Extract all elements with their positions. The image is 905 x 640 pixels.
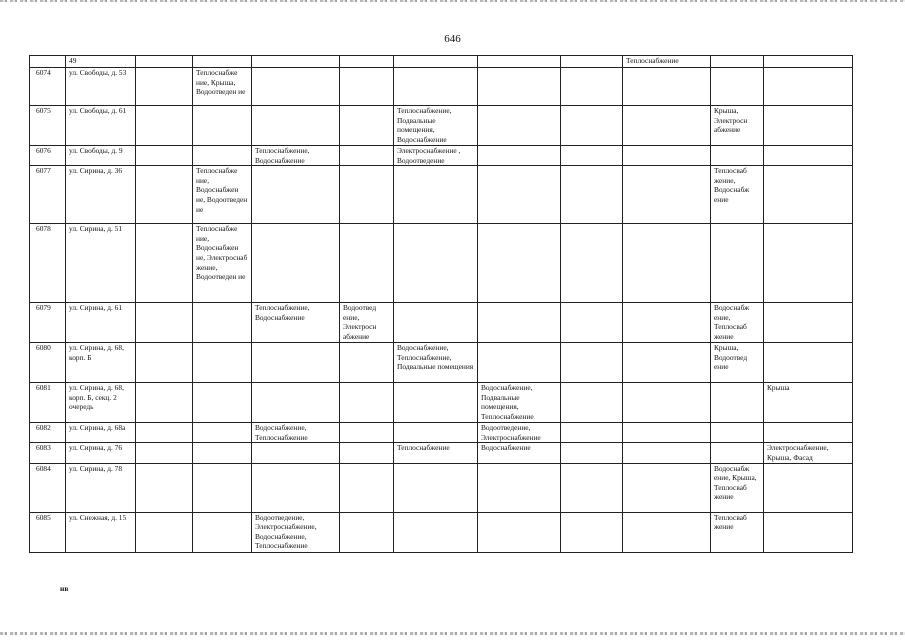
works-cell	[193, 343, 252, 383]
table-row	[30, 423, 853, 443]
works-cell	[136, 443, 193, 463]
works-cell	[561, 56, 623, 68]
works-cell	[764, 343, 853, 383]
scan-edge-bottom	[0, 632, 905, 635]
works-cell	[340, 146, 394, 166]
works-cell: Теплоснабже ние, Водоснабжен ие, Водоотведен ие	[193, 166, 252, 224]
address-cell: ул. Сирина, д. 61	[66, 303, 136, 343]
works-cell: Водоснабж ение, Теплосваб жение	[711, 303, 764, 343]
works-cell	[136, 303, 193, 343]
works-cell	[340, 106, 394, 146]
works-cell	[764, 146, 853, 166]
works-cell	[340, 512, 394, 552]
works-cell	[623, 343, 711, 383]
works-cell	[394, 224, 478, 303]
address-cell: ул. Снежная, д. 15	[66, 512, 136, 552]
works-cell	[340, 166, 394, 224]
table-row	[30, 443, 853, 463]
works-cell	[764, 106, 853, 146]
works-cell	[193, 512, 252, 552]
works-cell: Теплоснабжение	[623, 56, 711, 68]
works-cell	[136, 68, 193, 106]
address-cell: ул. Сирина, д. 68, корп. Б	[66, 343, 136, 383]
works-cell	[478, 146, 561, 166]
works-cell	[136, 146, 193, 166]
works-cell	[478, 303, 561, 343]
works-cell	[623, 512, 711, 552]
works-cell	[193, 303, 252, 343]
works-cell	[764, 224, 853, 303]
repair-schedule-table	[29, 55, 853, 553]
works-cell	[193, 106, 252, 146]
works-cell	[561, 423, 623, 443]
works-cell	[394, 423, 478, 443]
table-row	[30, 512, 853, 552]
works-cell	[478, 56, 561, 68]
works-cell: Крыша, Водоотвед ение	[711, 343, 764, 383]
works-cell	[561, 146, 623, 166]
table-row	[30, 383, 853, 423]
works-cell	[340, 463, 394, 512]
address-cell: ул. Сирина, д. 36	[66, 166, 136, 224]
row-number-cell: 6083	[30, 443, 66, 463]
row-number-cell: 6080	[30, 343, 66, 383]
table-row	[30, 56, 853, 68]
works-cell	[764, 68, 853, 106]
works-cell	[394, 383, 478, 423]
works-cell	[764, 512, 853, 552]
row-number-cell: 6082	[30, 423, 66, 443]
works-cell	[478, 166, 561, 224]
works-cell: Теплоснабжение, Подвальные помещения, Водоснабжение	[394, 106, 478, 146]
works-cell: Теплоснабжение, Водоснабжение	[252, 303, 340, 343]
works-cell	[711, 68, 764, 106]
table-row	[30, 224, 853, 303]
works-cell	[136, 463, 193, 512]
works-cell	[478, 463, 561, 512]
works-cell: Теплоснабже ние, Водоснабжен не, Электроснаб жение, Водоотведен ие	[193, 224, 252, 303]
works-cell	[478, 106, 561, 146]
works-cell	[394, 463, 478, 512]
works-cell	[623, 146, 711, 166]
works-cell	[711, 224, 764, 303]
row-number-cell: 6085	[30, 512, 66, 552]
address-cell: ул. Свободы, д. 53	[66, 68, 136, 106]
works-cell	[136, 512, 193, 552]
address-cell: ул. Сирина, д. 51	[66, 224, 136, 303]
works-cell	[561, 343, 623, 383]
table-row	[30, 146, 853, 166]
table-row	[30, 343, 853, 383]
works-cell: Теплоснабжение	[394, 443, 478, 463]
table-row	[30, 463, 853, 512]
works-cell	[478, 512, 561, 552]
works-cell	[193, 423, 252, 443]
works-cell	[764, 166, 853, 224]
works-cell	[478, 68, 561, 106]
works-cell	[136, 106, 193, 146]
works-cell	[252, 343, 340, 383]
works-cell	[764, 423, 853, 443]
table-body	[30, 56, 853, 553]
works-cell	[623, 463, 711, 512]
works-cell	[340, 443, 394, 463]
works-cell: Водоснабжение, Подвальные помещения, Теплоснабжение	[478, 383, 561, 423]
works-cell: Водоотвед ение, Электросн абжение	[340, 303, 394, 343]
works-cell	[711, 443, 764, 463]
works-cell	[340, 224, 394, 303]
works-cell	[561, 106, 623, 146]
works-cell	[252, 463, 340, 512]
table-row	[30, 68, 853, 106]
works-cell	[193, 56, 252, 68]
address-cell: ул. Сирина, д. 78	[66, 463, 136, 512]
works-cell: Водоснабжение, Теплоснабжение, Подвальные помещения	[394, 343, 478, 383]
works-cell	[340, 56, 394, 68]
works-cell	[340, 383, 394, 423]
works-cell	[623, 383, 711, 423]
row-number-cell: 6079	[30, 303, 66, 343]
address-cell: ул. Свободы, д. 9	[66, 146, 136, 166]
works-cell	[623, 106, 711, 146]
works-cell	[711, 146, 764, 166]
works-cell	[764, 56, 853, 68]
works-cell	[711, 56, 764, 68]
works-cell	[561, 303, 623, 343]
table-row	[30, 106, 853, 146]
works-cell	[252, 166, 340, 224]
works-cell: Электроснабжение , Водоотведение	[394, 146, 478, 166]
row-number-cell: 6077	[30, 166, 66, 224]
works-cell	[252, 443, 340, 463]
works-cell	[561, 383, 623, 423]
scan-edge-top	[0, 0, 905, 2]
works-cell	[252, 383, 340, 423]
works-cell: Водоснабж ение, Крыша, Теплосваб жение	[711, 463, 764, 512]
works-cell: Крыша, Электросн абжение	[711, 106, 764, 146]
works-cell: Водоотведение, Электроснабжение, Водоснабжение, Теплоснабжение	[252, 512, 340, 552]
table-row	[30, 166, 853, 224]
works-cell	[394, 166, 478, 224]
works-cell	[764, 303, 853, 343]
works-cell	[340, 68, 394, 106]
works-cell: Крыша	[764, 383, 853, 423]
works-cell: Водоснабжение	[478, 443, 561, 463]
footer-mark: нв	[60, 584, 69, 593]
works-cell	[136, 224, 193, 303]
works-cell	[252, 68, 340, 106]
works-cell	[478, 343, 561, 383]
works-cell	[136, 166, 193, 224]
works-cell	[136, 383, 193, 423]
works-cell	[478, 224, 561, 303]
works-cell	[561, 166, 623, 224]
works-cell: Теплоснабже ние, Крыша, Водоотведен ие	[193, 68, 252, 106]
works-cell	[340, 343, 394, 383]
address-cell: ул. Сирина, д. 76	[66, 443, 136, 463]
row-number-cell: 6074	[30, 68, 66, 106]
works-cell	[561, 512, 623, 552]
works-cell	[561, 443, 623, 463]
works-cell	[340, 423, 394, 443]
works-cell	[136, 56, 193, 68]
works-cell	[623, 166, 711, 224]
address-cell: ул. Сирина, д. 68, корп. Б, секц. 2 очередь	[66, 383, 136, 423]
row-number-cell	[30, 56, 66, 68]
works-cell	[394, 512, 478, 552]
table-row	[30, 303, 853, 343]
works-cell	[193, 463, 252, 512]
works-cell: Водоотведение, Электроснабжение	[478, 423, 561, 443]
works-cell: Водоснабжение, Теплоснабжение	[252, 423, 340, 443]
address-cell: 49	[66, 56, 136, 68]
works-cell: Теплосваб жение	[711, 512, 764, 552]
works-cell	[561, 224, 623, 303]
works-cell	[623, 68, 711, 106]
works-cell	[561, 68, 623, 106]
row-number-cell: 6084	[30, 463, 66, 512]
works-cell: Теплосваб жение, Водоснабж ение	[711, 166, 764, 224]
row-number-cell: 6076	[30, 146, 66, 166]
works-cell	[561, 463, 623, 512]
works-cell	[711, 423, 764, 443]
page-number: 646	[444, 33, 461, 45]
works-cell	[623, 423, 711, 443]
works-cell	[711, 383, 764, 423]
works-cell	[394, 303, 478, 343]
works-cell	[136, 423, 193, 443]
works-cell	[394, 68, 478, 106]
works-cell	[623, 224, 711, 303]
row-number-cell: 6081	[30, 383, 66, 423]
works-cell	[136, 343, 193, 383]
row-number-cell: 6078	[30, 224, 66, 303]
works-cell: Электроснабжение, Крыша, Фасад	[764, 443, 853, 463]
works-cell	[252, 224, 340, 303]
works-cell	[764, 463, 853, 512]
address-cell: ул. Сирина, д. 68а	[66, 423, 136, 443]
row-number-cell: 6075	[30, 106, 66, 146]
works-cell	[193, 383, 252, 423]
works-cell	[623, 303, 711, 343]
works-cell	[394, 56, 478, 68]
works-cell	[193, 146, 252, 166]
address-cell: ул. Свободы, д. 61	[66, 106, 136, 146]
works-cell	[193, 443, 252, 463]
works-cell	[252, 106, 340, 146]
works-cell	[252, 56, 340, 68]
works-cell	[623, 443, 711, 463]
works-cell: Теплоснабжение, Водоснабжение	[252, 146, 340, 166]
